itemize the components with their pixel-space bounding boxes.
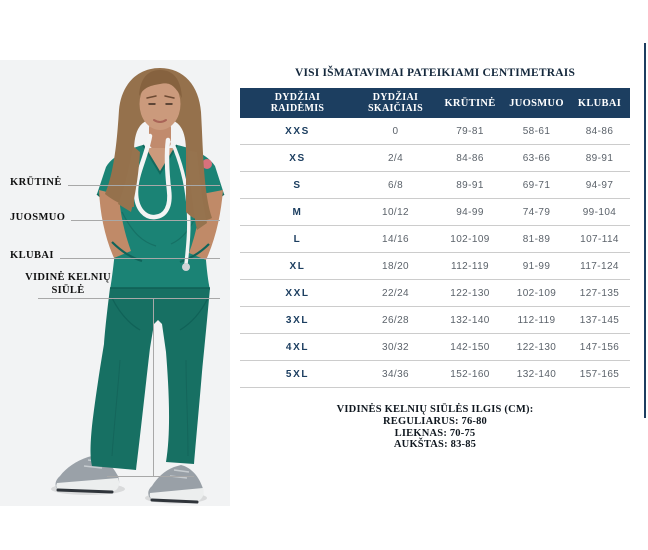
right-border-line	[644, 43, 646, 418]
value-cell: 89-91	[456, 179, 484, 191]
value-cell: 69-71	[522, 179, 551, 191]
table-row	[240, 253, 630, 280]
value-cell: 117-124	[580, 260, 619, 272]
size-table	[240, 64, 630, 451]
value-cell: 112-119	[517, 314, 556, 326]
measure-label-hips: KLUBAI	[10, 250, 54, 261]
size-cell: XS	[289, 152, 306, 164]
value-cell: 89-91	[585, 152, 614, 164]
table-row	[240, 118, 630, 145]
value-cell: 10/12	[381, 206, 410, 218]
value-cell: 107-114	[580, 233, 619, 245]
value-cell: 18/20	[381, 260, 410, 272]
header-cell-sizes-letters: DYDŽIAI RAIDĖMIS	[270, 92, 325, 114]
value-cell: 94-97	[585, 179, 614, 191]
value-cell: 91-99	[522, 260, 551, 272]
value-cell: 137-145	[579, 314, 620, 326]
size-cell: 3XL	[285, 314, 310, 326]
header-cell-chest: KRŪTINĖ	[444, 97, 496, 109]
header-cell-sizes-numbers: DYDŽIAI SKAIČIAIS	[368, 92, 423, 114]
value-cell: 157-165	[579, 368, 620, 380]
header-cell-waist: JUOSMUO	[509, 97, 564, 109]
table-row	[240, 145, 630, 172]
table-row	[240, 199, 630, 226]
size-cell: S	[293, 179, 302, 191]
inseam-measure-line	[38, 298, 220, 299]
inseam-note-title: VIDINĖS KELNIŲ SIŪLĖS ILGIS (CM):	[336, 404, 534, 415]
size-cell: XXL	[285, 287, 310, 299]
hips-measure-line	[60, 258, 220, 259]
table-row	[240, 172, 630, 199]
inseam-ankle-line	[107, 476, 194, 477]
size-cell: L	[293, 233, 302, 245]
table-row	[240, 226, 630, 253]
value-cell: 58-61	[522, 125, 551, 137]
inseam-length-note	[240, 403, 630, 451]
value-cell: 132-140	[450, 314, 490, 326]
value-cell: 0	[392, 125, 399, 137]
measure-callout-hips	[10, 248, 220, 262]
value-cell: 14/16	[381, 233, 410, 245]
value-cell: 102-109	[516, 287, 557, 299]
size-cell: XXS	[285, 125, 310, 137]
value-cell: 79-81	[456, 125, 484, 137]
table-row	[240, 280, 630, 307]
measure-label-chest: KRŪTINĖ	[10, 177, 62, 188]
size-cell: 5XL	[285, 368, 310, 380]
chest-measure-line	[68, 185, 220, 186]
header-cell-hips: KLUBAI	[577, 97, 622, 109]
inseam-option-slim: LIEKNAS: 70-75	[394, 427, 476, 439]
value-cell: 112-119	[450, 260, 489, 272]
value-cell: 26/28	[381, 314, 410, 326]
inseam-vertical-line	[153, 299, 154, 476]
value-cell: 74-79	[522, 206, 551, 218]
table-row	[240, 307, 630, 334]
value-cell: 127-135	[579, 287, 620, 299]
value-cell: 122-130	[450, 287, 490, 299]
inseam-option-tall: AUKŠTAS: 83-85	[393, 439, 477, 450]
size-cell: XL	[289, 260, 306, 272]
measure-label-inseam: VIDINĖ KELNIŲ SIŪLĖ	[25, 272, 111, 296]
inseam-option-regular: REGULIARUS: 76-80	[382, 416, 488, 427]
waist-measure-line	[71, 220, 220, 221]
value-cell: 84-86	[456, 152, 484, 164]
value-cell: 132-140	[516, 368, 557, 380]
table-row	[240, 361, 630, 388]
value-cell: 6/8	[387, 179, 404, 191]
value-cell: 142-150	[450, 341, 490, 353]
value-cell: 102-109	[450, 233, 490, 245]
value-cell: 22/24	[381, 287, 410, 299]
value-cell: 81-89	[522, 233, 551, 245]
table-row	[240, 334, 630, 361]
value-cell: 63-66	[522, 152, 551, 164]
measure-callout-chest	[10, 175, 220, 189]
value-cell: 30/32	[381, 341, 410, 353]
value-cell: 147-156	[579, 341, 620, 353]
size-cell: M	[292, 206, 303, 218]
measure-label-waist: JUOSMUO	[10, 212, 66, 223]
value-cell: 152-160	[450, 368, 490, 380]
value-cell: 84-86	[585, 125, 614, 137]
value-cell: 122-130	[516, 341, 557, 353]
table-header-row	[240, 88, 630, 118]
size-cell: 4XL	[285, 341, 310, 353]
value-cell: 34/36	[381, 368, 410, 380]
value-cell: 94-99	[456, 206, 484, 218]
value-cell: 99-104	[582, 206, 617, 218]
table-title: VISI IŠMATAVIMAI PATEIKIAMI CENTIMETRAIS	[294, 67, 576, 79]
measure-callout-waist	[10, 210, 220, 224]
value-cell: 2/4	[387, 152, 404, 164]
